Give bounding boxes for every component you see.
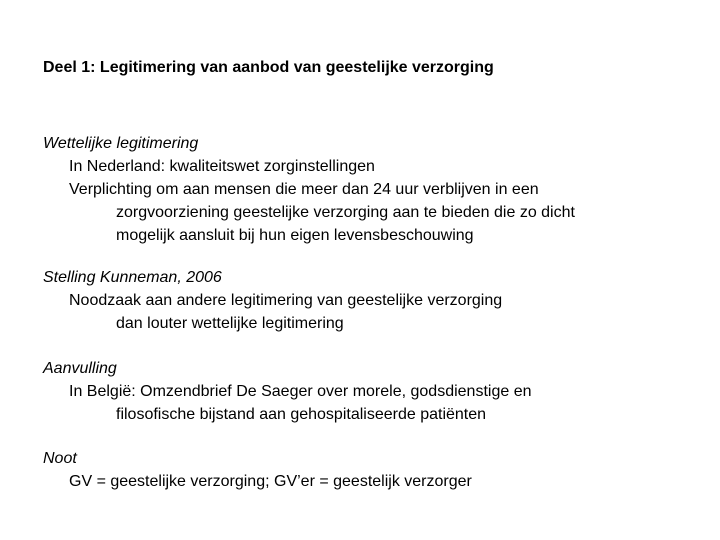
bullet-line: In Nederland: kwaliteitswet zorginstellingen	[69, 158, 375, 175]
section-aanvulling	[43, 357, 531, 426]
bullet-continuation: zorgvoorziening geestelijke verzorging aan te bieden die zo dicht	[116, 204, 575, 221]
section-heading: Wettelijke legitimering	[43, 135, 199, 152]
bullet-continuation: filosofische bijstand aan gehospitaliseerde patiënten	[116, 406, 487, 423]
bullet-line: Noodzaak aan andere legitimering van geestelijke verzorging	[69, 292, 503, 309]
bullet-continuation: mogelijk aansluit bij hun eigen levensbeschouwing	[116, 227, 474, 244]
section-heading: Stelling Kunneman, 2006	[43, 269, 222, 286]
section-noot	[43, 447, 472, 493]
bullet-line: Verplichting om aan mensen die meer dan 24 uur verblijven in een	[69, 181, 539, 198]
section-heading: Noot	[43, 450, 77, 467]
section-wettelijke-legitimering	[43, 132, 575, 247]
slide-title: Deel 1: Legitimering van aanbod van geestelijke verzorging	[43, 59, 494, 76]
section-stelling-kunneman	[43, 266, 502, 335]
bullet-continuation: dan louter wettelijke legitimering	[116, 315, 344, 332]
bullet-line: In België: Omzendbrief De Saeger over morele, godsdienstige en	[69, 383, 532, 400]
bullet-line: GV = geestelijke verzorging; GV’er = geestelijk verzorger	[69, 473, 472, 490]
section-heading: Aanvulling	[43, 360, 117, 377]
